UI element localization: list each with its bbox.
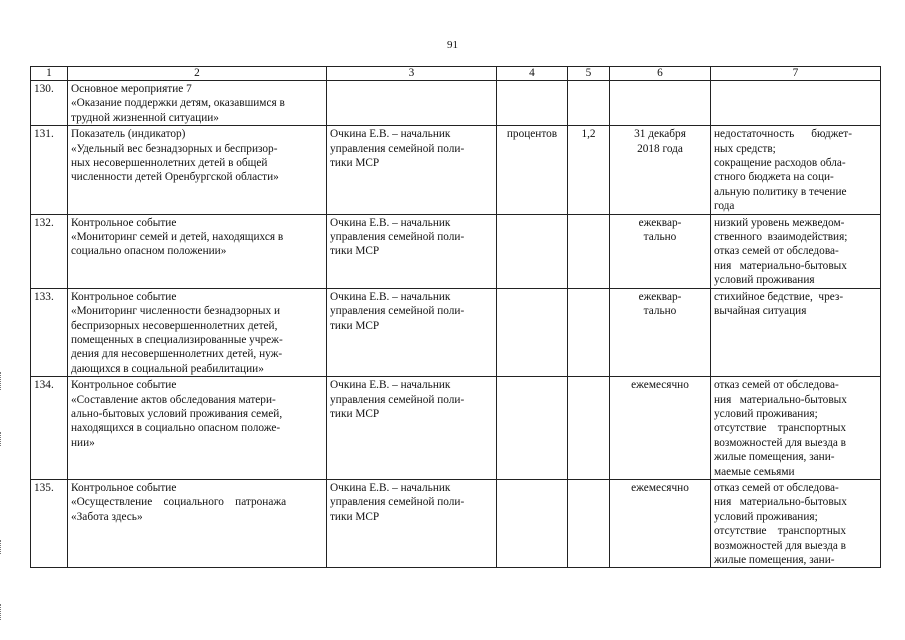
scan-margin-mark [0, 372, 5, 390]
measure-name-line: дающихся в социальной реабилитации» [71, 362, 264, 375]
row-number: 132. [31, 214, 68, 288]
measure-name [68, 479, 327, 567]
column-header: 5 [568, 67, 610, 81]
risk-line: отказ семей от обследова- [714, 481, 839, 494]
risks [711, 214, 881, 288]
measure-name-line: Показатель (индикатор) [71, 128, 186, 141]
responsible-line: управления семейной поли- [330, 231, 465, 244]
row-number: 135. [31, 479, 68, 567]
responsible-line: управления семейной поли- [330, 142, 465, 155]
measure-name-line: Контрольное событие [71, 481, 177, 494]
measure-name [68, 377, 327, 480]
row-number: 130. [31, 81, 68, 126]
responsible-line: Очкина Е.В. – начальник [330, 379, 451, 392]
risk-line: жилые помещения, зани- [714, 554, 835, 566]
risk-line: стного бюджета на соци- [714, 171, 834, 184]
indicator-value [568, 479, 610, 567]
column-header: 4 [497, 67, 568, 81]
risk-line: вычайная ситуация [714, 305, 807, 318]
scan-margin-mark [0, 540, 5, 554]
risk-line: ния материально-бытовых [714, 259, 847, 272]
responsible-line: управления семейной поли- [330, 393, 465, 406]
indicator-value [568, 214, 610, 288]
table-row [31, 377, 881, 480]
risk-line: условий проживания [714, 274, 815, 287]
unit-of-measure [497, 479, 568, 567]
scan-margin-mark [0, 432, 5, 446]
responsible-line: тики МСР [330, 319, 380, 332]
responsible-line: тики МСР [330, 510, 380, 523]
responsible-line: управления семейной поли- [330, 305, 465, 318]
measure-name-line: «Мониторинг семей и детей, находящихся в [71, 231, 284, 244]
column-header: 7 [711, 67, 881, 81]
column-header: 2 [68, 67, 327, 81]
measures-table [30, 66, 881, 568]
deadline-line: ежемесячно [631, 481, 689, 494]
risk-line: условий проживания; [714, 510, 818, 523]
measure-name-line: нии» [71, 436, 95, 449]
measure-name-line: трудной жизненной ситуации» [71, 111, 219, 124]
deadline [610, 377, 711, 480]
measure-name-line: «Оказание поддержки детям, оказавшимся в [71, 97, 285, 110]
indicator-value [568, 81, 610, 126]
deadline-line: ежемесячно [631, 379, 689, 392]
risk-line: маемые семьями [714, 465, 795, 478]
deadline [610, 479, 711, 567]
measure-name [68, 214, 327, 288]
row-number: 133. [31, 288, 68, 376]
column-header: 1 [31, 67, 68, 81]
measure-name-line: помещенных в специализированные учреж- [71, 333, 283, 346]
column-header: 3 [327, 67, 497, 81]
unit-of-measure [497, 377, 568, 480]
measure-name-line: Основное мероприятие 7 [71, 83, 192, 95]
risk-line: отсутствие транспортных [714, 422, 847, 435]
risk-line: ния материально-бытовых [714, 393, 847, 406]
responsible-line: тики МСР [330, 245, 380, 258]
measure-name-line: ных несовершеннолетних детей в общей [71, 157, 268, 170]
measure-name [68, 126, 327, 214]
measure-name-line: «Удельный вес безнадзорных и беспризор- [71, 142, 278, 155]
risk-line: стихийное бедствие, чрез- [714, 290, 844, 303]
risk-line: возможностей для выезда в [714, 539, 846, 552]
responsible-person [327, 288, 497, 376]
deadline-line: тально [643, 231, 677, 244]
responsible-line: тики МСР [330, 407, 380, 420]
measure-name-line: Контрольное событие [71, 216, 177, 229]
deadline [610, 288, 711, 376]
measure-name-line: «Забота здесь» [71, 510, 143, 523]
risks [711, 377, 881, 480]
responsible-line: Очкина Е.В. – начальник [330, 481, 451, 494]
deadline-line: ежеквар- [638, 216, 682, 229]
indicator-value [568, 377, 610, 480]
table-row [31, 214, 881, 288]
responsible-line: тики МСР [330, 157, 380, 170]
measure-name [68, 288, 327, 376]
deadline [610, 126, 711, 214]
table-row [31, 479, 881, 567]
risk-line: низкий уровень межведом- [714, 216, 845, 229]
unit-of-measure [497, 288, 568, 376]
page-number: 91 [447, 39, 458, 51]
table-row [31, 126, 881, 214]
responsible-line: Очкина Е.В. – начальник [330, 128, 451, 141]
deadline-line: 31 декабря [634, 128, 686, 141]
responsible-line: Очкина Е.В. – начальник [330, 216, 451, 229]
row-number: 131. [31, 126, 68, 214]
deadline-line: тально [643, 305, 677, 318]
responsible-line: Очкина Е.В. – начальник [330, 290, 451, 303]
responsible-line: управления семейной поли- [330, 496, 465, 509]
risks [711, 479, 881, 567]
measure-name-line: социально опасном положении» [71, 245, 227, 258]
risk-line: ственного взаимодействия; [714, 231, 848, 244]
measure-name [68, 81, 327, 126]
risks [711, 81, 881, 126]
risk-line: ния материально-бытовых [714, 496, 847, 509]
responsible-person [327, 81, 497, 126]
risk-line: отсутствие транспортных [714, 525, 847, 538]
row-number: 134. [31, 377, 68, 480]
measure-name-line: беспризорных несовершеннолетних детей, [71, 319, 278, 332]
indicator-value: 1,2 [568, 126, 610, 214]
risk-line: жилые помещения, зани- [714, 451, 835, 464]
unit-of-measure: процентов [497, 126, 568, 214]
responsible-person [327, 126, 497, 214]
risks [711, 126, 881, 214]
deadline-line: ежеквар- [638, 290, 682, 303]
risk-line: отказ семей от обследова- [714, 379, 839, 392]
measure-name-line: «Осуществление социального патронажа [71, 496, 287, 509]
risk-line: возможностей для выезда в [714, 436, 846, 449]
measure-name-line: Контрольное событие [71, 379, 177, 392]
risk-line: ных средств; [714, 142, 776, 155]
unit-of-measure [497, 81, 568, 126]
table-row [31, 288, 881, 376]
deadline-line: 2018 года [637, 142, 683, 155]
risk-line: альную политику в течение [714, 185, 847, 198]
measure-name-line: находящихся в социально опасном положе- [71, 422, 281, 435]
risk-line: недостаточность бюджет- [714, 128, 852, 141]
responsible-person [327, 479, 497, 567]
responsible-person [327, 214, 497, 288]
scan-margin-mark [0, 604, 5, 620]
risk-line: условий проживания; [714, 407, 818, 420]
deadline [610, 214, 711, 288]
measure-name-line: Контрольное событие [71, 290, 177, 303]
unit-of-measure [497, 214, 568, 288]
responsible-person [327, 377, 497, 480]
risks [711, 288, 881, 376]
indicator-value [568, 288, 610, 376]
deadline [610, 81, 711, 126]
table-row [31, 81, 881, 126]
risk-line: сокращение расходов обла- [714, 157, 846, 170]
measure-name-line: численности детей Оренбургской области» [71, 171, 279, 184]
header-row [31, 67, 881, 81]
measure-name-line: ально-бытовых условий проживания семей, [71, 407, 283, 420]
risk-line: отказ семей от обследова- [714, 245, 839, 258]
risk-line: года [714, 200, 735, 213]
measure-name-line: «Составление актов обследования матери- [71, 393, 276, 406]
measure-name-line: дения для несовершеннолетних детей, нуж- [71, 348, 283, 361]
column-header: 6 [610, 67, 711, 81]
measure-name-line: «Мониторинг численности безнадзорных и [71, 305, 281, 318]
